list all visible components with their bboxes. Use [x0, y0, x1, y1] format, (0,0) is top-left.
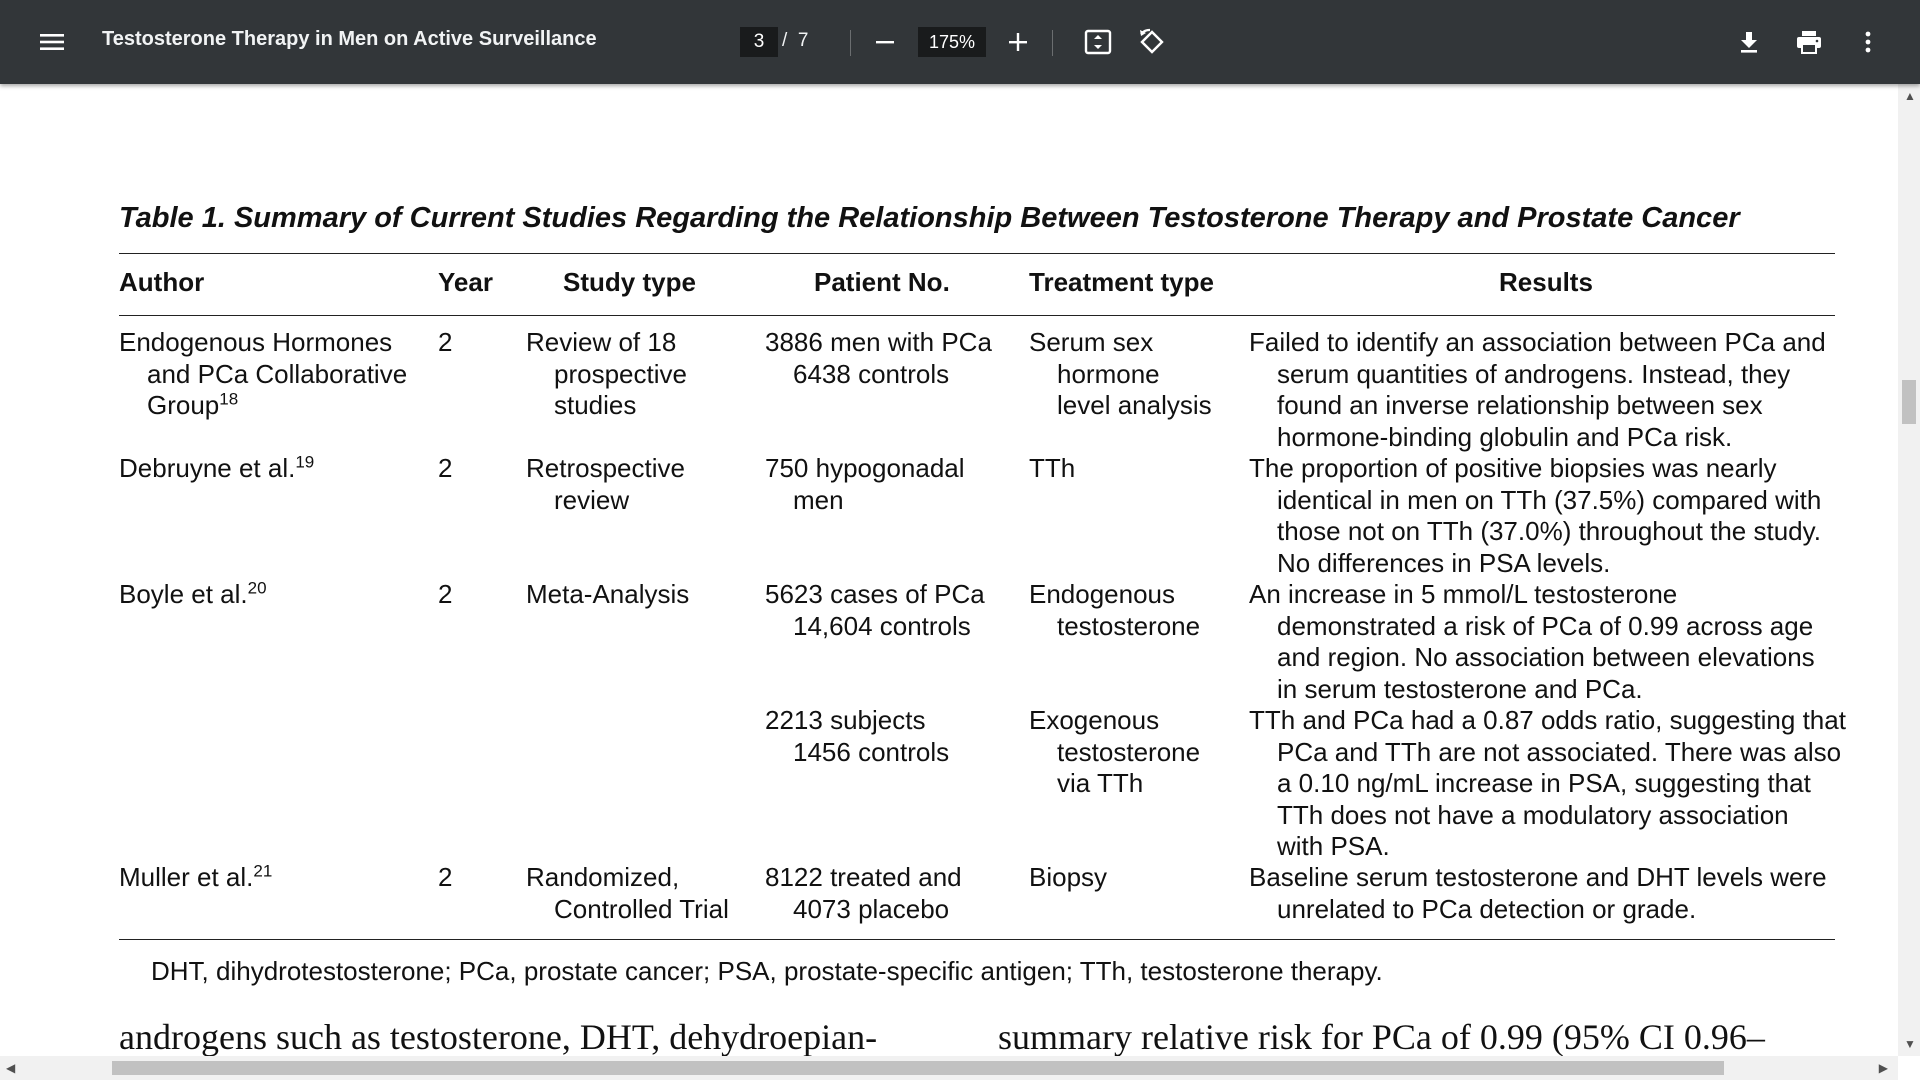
- cell-treatment-type-line: Endogenous: [1029, 579, 1176, 609]
- cell-results: [1249, 327, 1826, 453]
- cell-results-line: TTh and PCa had a 0.87 odds ratio, suggesting that: [1249, 705, 1846, 735]
- cell-year-line: 2: [438, 453, 453, 483]
- cell-results-line: hormone-binding globulin and PCa risk.: [1277, 421, 1733, 452]
- document-title: Testosterone Therapy in Men on Active Surveillance: [102, 28, 597, 50]
- scroll-right-icon[interactable]: ▶: [1878, 1061, 1888, 1075]
- cell-study-type: [526, 327, 687, 422]
- scroll-down-icon[interactable]: ▼: [1904, 1037, 1916, 1051]
- cell-study-type-line: studies: [554, 390, 637, 420]
- cell-treatment-type: [1029, 579, 1200, 642]
- cell-results-line: No differences in PSA levels.: [1277, 547, 1611, 578]
- cell-study-type-line: prospective: [554, 358, 687, 389]
- cell-author: [119, 453, 314, 485]
- horizontal-scroll-thumb[interactable]: [112, 1061, 1724, 1075]
- cell-study-type: [526, 453, 685, 516]
- scroll-left-icon[interactable]: ◀: [6, 1061, 16, 1075]
- author-name: Muller et al.: [119, 862, 254, 892]
- cell-results-line: The proportion of positive biopsies was nearly: [1249, 453, 1777, 483]
- cell-author: [119, 862, 272, 894]
- cell-results-line: Baseline serum testosterone and DHT levels were: [1249, 862, 1827, 892]
- cell-results: [1249, 705, 1846, 863]
- zoom-out-icon[interactable]: [865, 22, 905, 62]
- author-name: Group: [147, 390, 220, 420]
- cell-treatment-type-line: hormone: [1057, 358, 1160, 389]
- cell-results-line: and region. No association between elevations: [1277, 642, 1815, 672]
- table-footnote: DHT, dihydrotestosterone; PCa, prostate cancer; PSA, prostate-specific antigen; TTh, testosterone therapy.: [151, 956, 1383, 986]
- header-year: Year: [438, 267, 493, 297]
- cell-author: [119, 579, 267, 611]
- total-pages: / 7: [782, 30, 809, 51]
- author-name: Debruyne et al.: [119, 453, 296, 483]
- cell-results-line: An increase in 5 mmol/L testosterone: [1249, 579, 1678, 609]
- cell-results-line: Failed to identify an association between PCa and: [1249, 327, 1826, 357]
- cell-treatment-type-line: Serum sex: [1029, 327, 1154, 357]
- reference-superscript: 19: [295, 452, 315, 472]
- reference-superscript: 20: [247, 578, 267, 598]
- cell-treatment-type-line: testosterone: [1057, 736, 1201, 767]
- cell-study-type-line: Review of 18: [526, 327, 677, 357]
- cell-patient-no-line: 750 hypogonadal: [765, 453, 965, 483]
- cell-results-line: a 0.10 ng/mL increase in PSA, suggesting that: [1277, 768, 1811, 798]
- cell-study-type-line: review: [554, 484, 630, 515]
- horizontal-scrollbar[interactable]: [0, 1056, 1898, 1080]
- cell-year: [438, 453, 452, 485]
- cell-results-line: found an inverse relationship between sex: [1277, 390, 1763, 420]
- header-results: Results: [1499, 267, 1593, 297]
- cell-treatment-type-line: Biopsy: [1029, 862, 1108, 892]
- reference-superscript: 21: [253, 861, 273, 881]
- cell-results-line: identical in men on TTh (37.5%) compared with: [1277, 484, 1822, 515]
- cell-patient-no-line: 6438 controls: [793, 358, 950, 389]
- cell-results: [1249, 453, 1821, 579]
- cell-results-line: with PSA.: [1277, 831, 1390, 861]
- cell-results-line: TTh does not have a modulatory association: [1277, 799, 1789, 830]
- cell-patient-no-line: 8122 treated and: [765, 862, 962, 892]
- cell-patient-no-line: 3886 men with PCa: [765, 327, 992, 357]
- cell-results: [1249, 579, 1815, 705]
- table-header-rule: [119, 315, 1835, 316]
- cell-author-line: and PCa Collaborative: [147, 358, 408, 389]
- cell-year: [438, 862, 452, 894]
- cell-study-type: [526, 862, 729, 925]
- toolbar-divider: [1052, 30, 1053, 56]
- cell-year-line: 2: [438, 862, 453, 892]
- cell-patient-no-line: 4073 placebo: [793, 893, 950, 924]
- zoom-in-icon[interactable]: [998, 22, 1038, 62]
- cell-results-line: unrelated to PCa detection or grade.: [1277, 893, 1697, 924]
- cell-study-type-line: Controlled Trial: [554, 893, 729, 924]
- toolbar-divider: [850, 30, 851, 56]
- pdf-toolbar: [0, 0, 1920, 84]
- table-bottom-rule: [119, 939, 1835, 940]
- cell-author-line: [119, 453, 314, 485]
- body-text-left-column: androgens such as testosterone, DHT, dehydroepian-: [119, 1017, 878, 1056]
- cell-results-line: PCa and TTh are not associated. There was also: [1277, 736, 1842, 767]
- body-text-right-column: summary relative risk for PCa of 0.99 (95% CI 0.96–: [998, 1017, 1765, 1056]
- header-author: Author: [119, 267, 205, 297]
- vertical-scroll-thumb[interactable]: [1902, 380, 1916, 424]
- zoom-level-input[interactable]: 175%: [918, 27, 986, 57]
- cell-study-type: [526, 579, 689, 611]
- cell-treatment-type-line: TTh: [1029, 453, 1076, 483]
- cell-treatment-type: [1029, 453, 1075, 485]
- author-name: Boyle et al.: [119, 579, 248, 609]
- cell-treatment-type: [1029, 705, 1200, 800]
- cell-patient-no: [765, 453, 965, 516]
- cell-year-line: 2: [438, 327, 453, 357]
- cell-study-type-line: Randomized,: [526, 862, 680, 892]
- scroll-up-icon[interactable]: ▲: [1904, 89, 1916, 103]
- cell-results-line: serum quantities of androgens. Instead, they: [1277, 358, 1791, 389]
- cell-patient-no-line: 1456 controls: [793, 736, 950, 767]
- cell-study-type-line: Meta-Analysis: [526, 579, 690, 609]
- cell-author: [119, 327, 407, 422]
- header-study-type: Study type: [563, 267, 696, 297]
- page-number-input[interactable]: 3: [740, 27, 778, 57]
- cell-year: [438, 327, 452, 359]
- cell-patient-no-line: 2213 subjects: [765, 705, 926, 735]
- cell-year: [438, 579, 452, 611]
- cell-patient-no-line: 5623 cases of PCa: [765, 579, 985, 609]
- cell-author-line: [119, 390, 407, 422]
- cell-results: [1249, 862, 1827, 925]
- cell-results-line: those not on TTh (37.0%) throughout the study.: [1277, 516, 1821, 546]
- cell-treatment-type-line: level analysis: [1057, 390, 1212, 420]
- table-title: Table 1. Summary of Current Studies Regarding the Relationship Between Testosterone Therapy and Prostate Cancer: [119, 202, 1740, 234]
- cell-author-line: [119, 579, 267, 611]
- cell-treatment-type: [1029, 327, 1212, 422]
- header-treatment-type: Treatment type: [1029, 267, 1214, 297]
- cell-results-line: in serum testosterone and PCa.: [1277, 673, 1643, 704]
- header-patient-no: Patient No.: [814, 267, 950, 297]
- cell-treatment-type: [1029, 862, 1107, 894]
- fit-page-icon[interactable]: [1078, 22, 1118, 62]
- pdf-page-view: [0, 84, 1898, 1056]
- cell-patient-no: [765, 327, 992, 390]
- cell-treatment-type-line: testosterone: [1057, 610, 1201, 641]
- reference-superscript: 18: [219, 389, 239, 409]
- cell-year-line: 2: [438, 579, 453, 609]
- cell-study-type-line: Retrospective: [526, 453, 685, 483]
- cell-patient-no: [765, 862, 962, 925]
- download-icon[interactable]: [1729, 22, 1769, 62]
- menu-icon[interactable]: [32, 22, 72, 62]
- cell-treatment-type-line: Exogenous: [1029, 705, 1160, 735]
- cell-treatment-type-line: via TTh: [1057, 768, 1144, 798]
- cell-patient-no-line: 14,604 controls: [793, 610, 971, 641]
- print-icon[interactable]: [1789, 22, 1829, 62]
- cell-author-line: [119, 862, 272, 894]
- table-top-rule: [119, 253, 1835, 254]
- cell-patient-no: [765, 579, 985, 642]
- cell-results-line: demonstrated a risk of PCa of 0.99 across age: [1277, 610, 1814, 641]
- more-icon[interactable]: [1848, 22, 1888, 62]
- vertical-scrollbar[interactable]: [1898, 84, 1920, 1056]
- rotate-icon[interactable]: [1132, 22, 1172, 62]
- cell-author-line: Endogenous Hormones: [119, 327, 393, 357]
- cell-patient-no-line: men: [793, 484, 844, 515]
- cell-patient-no: [765, 705, 949, 768]
